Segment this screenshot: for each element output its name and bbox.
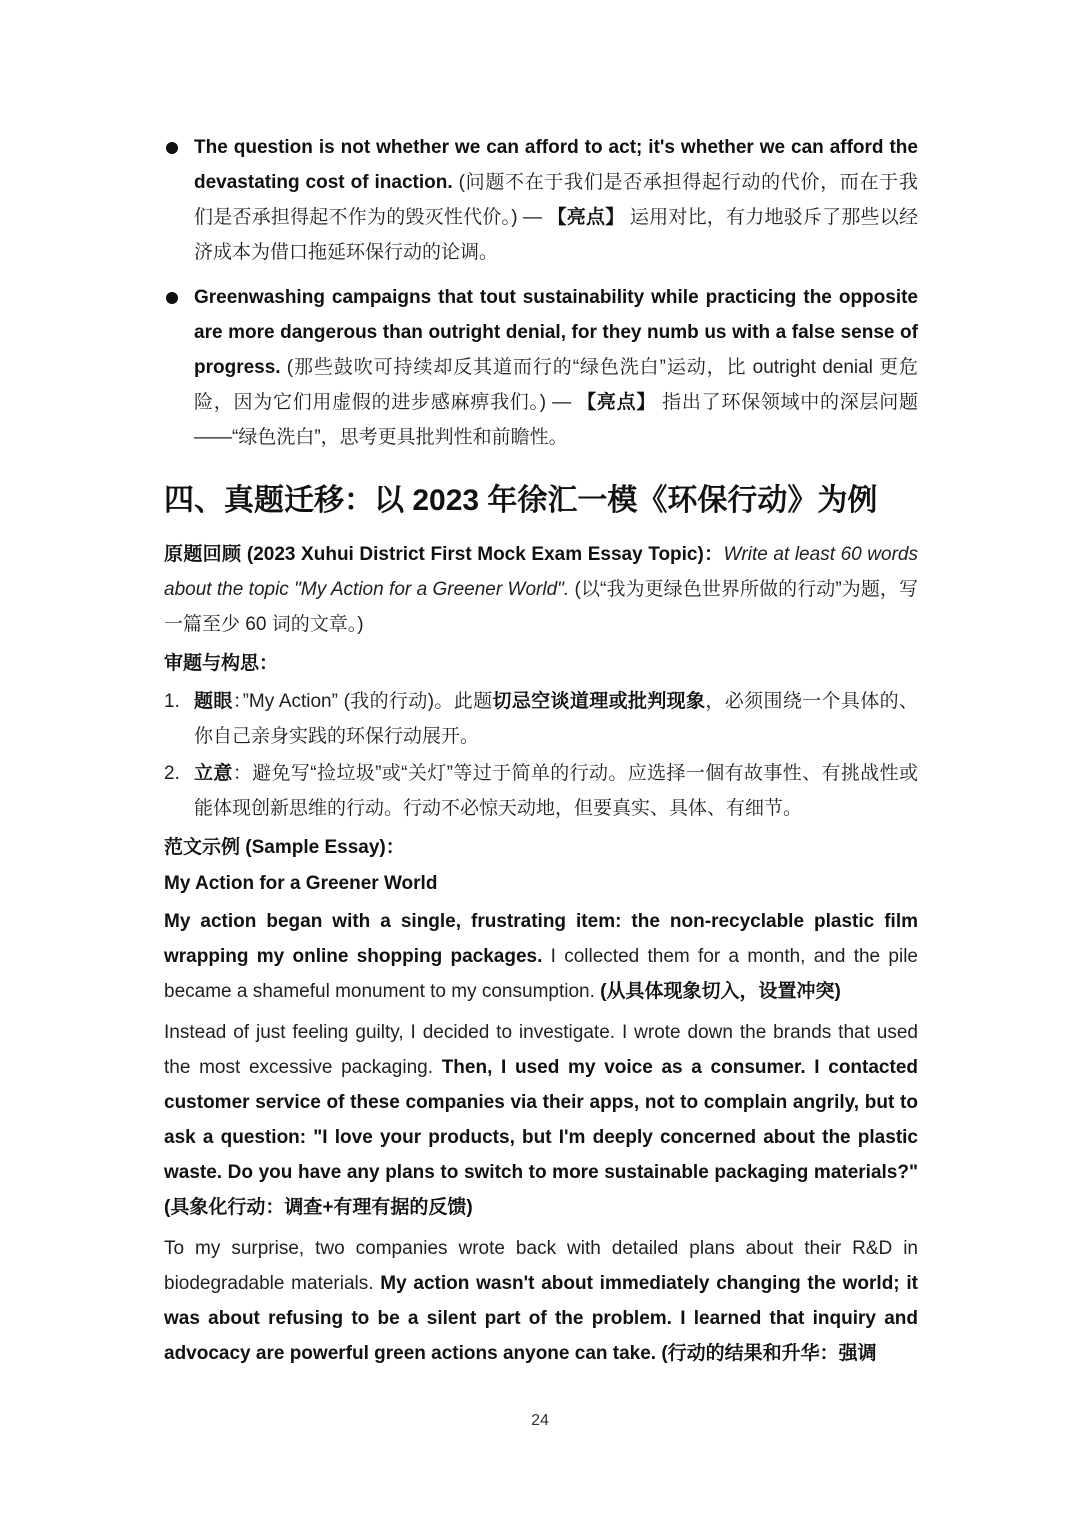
page-number: 24 <box>531 1412 549 1429</box>
bullet-translation: (那些鼓吹可持续却反其道而行的“绿色洗白”运动，比 outright denial 更危险，因为它们用虚假的进步感麻痹我们。) — <box>194 357 918 413</box>
highlight-tag: 【亮点】 <box>577 392 657 413</box>
analysis-point: 2. 立意：避免写“捡垃圾”或“关灯”等过于简单的行动。应选择一個有故事性、有挑战性或能体现创新思维的行动。行动不必惊天动地，但要真实、具体、有细节。 <box>164 756 918 826</box>
bullet-quote: Greenwashing campaigns that tout sustainability while practicing the opposite are more dangerous than outright denial, for they numb us with a false sense of progress. <box>194 287 918 378</box>
essay-paragraph: My action began with a single, frustrating item: the non-recyclable plastic film wrapping my online shopping packages. I collected them for a month, and the pile became a shameful monument to my consumption. (从具体现象切入，设置冲突) <box>164 911 918 1002</box>
bullet-comment: 运用对比，有力地驳斥了那些以经济成本为借口拖延环保行动的论调。 <box>194 207 918 263</box>
topic-prompt: Write at least 60 words about the topic "My Action for a Greener World". <box>164 544 918 600</box>
analysis-point: 1. 题眼：”My Action” (我的行动)。此题切忌空谈道理或批判现象，必须围绕一个具体的、你自己亲身实践的环保行动展开。 <box>164 684 918 754</box>
point-label: 立意 <box>194 763 233 784</box>
bullet-item <box>164 280 918 455</box>
essay-note: (从具体现象切入，设置冲突) <box>600 981 841 1002</box>
point-label: 题眼 <box>194 691 233 712</box>
point-number: 2. <box>164 763 180 784</box>
bullet-translation: (问题不在于我们是否承担得起行动的代价，而在于我们是否承担得起不作为的毁灭性代价。) — <box>194 172 918 228</box>
essay-paragraph: Instead of just feeling guilty, I decided to investigate. I wrote down the brands that used the most excessive packaging. Then, I used my voice as a consumer. I contacted customer service of these companies via their apps, not to complain angrily, but to ask a question: "I love your products, but I'm deeply concerned about the plastic waste. Do you have any plans to switch to more sustainable packaging materials?" (具象化行动：调查+有理有据的反馈) <box>164 1022 918 1218</box>
essay-note: (具象化行动：调查+有理有据的反馈) <box>164 1197 473 1218</box>
bullet-comment: 指出了环保领域中的深层问题——“绿色洗白”，思考更具批判性和前瞻性。 <box>194 392 918 448</box>
analysis-label: 审题与构思： <box>164 653 279 674</box>
bullet-dot-icon <box>166 142 178 154</box>
bullet-quote: The question is not whether we can afford to act; it's whether we can afford the devastating cost of inaction. <box>194 137 918 193</box>
topic-translation: (以“我为更绿色世界所做的行动”为题，写一篇至少 60 词的文章。) <box>164 579 919 635</box>
bullet-dot-icon <box>166 292 178 304</box>
sample-label: 范文示例 (Sample Essay)： <box>164 837 405 858</box>
essay-title: My Action for a Greener World <box>164 873 438 894</box>
essay-note: (行动的结果和升华：强调 <box>661 1343 877 1364</box>
point-number: 1. <box>164 691 180 712</box>
topic-review <box>164 537 918 642</box>
topic-label: 原题回顾 (2023 Xuhui District First Mock Exam Essay Topic)： <box>164 544 724 565</box>
highlight-tag: 【亮点】 <box>547 207 625 228</box>
bullet-item <box>164 130 918 270</box>
page-content <box>164 130 918 1377</box>
essay-paragraph: To my surprise, two companies wrote back with detailed plans about their R&D in biodegradable materials. My action wasn't about immediately changing the world; it was about refusing to be a silent part of the problem. I learned that inquiry and advocacy are powerful green actions anyone can take. (行动的结果和升华：强调 <box>164 1238 918 1364</box>
section-heading: 四、真题迁移：以 2023 年徐汇一模《环保行动》为例 <box>164 484 878 517</box>
